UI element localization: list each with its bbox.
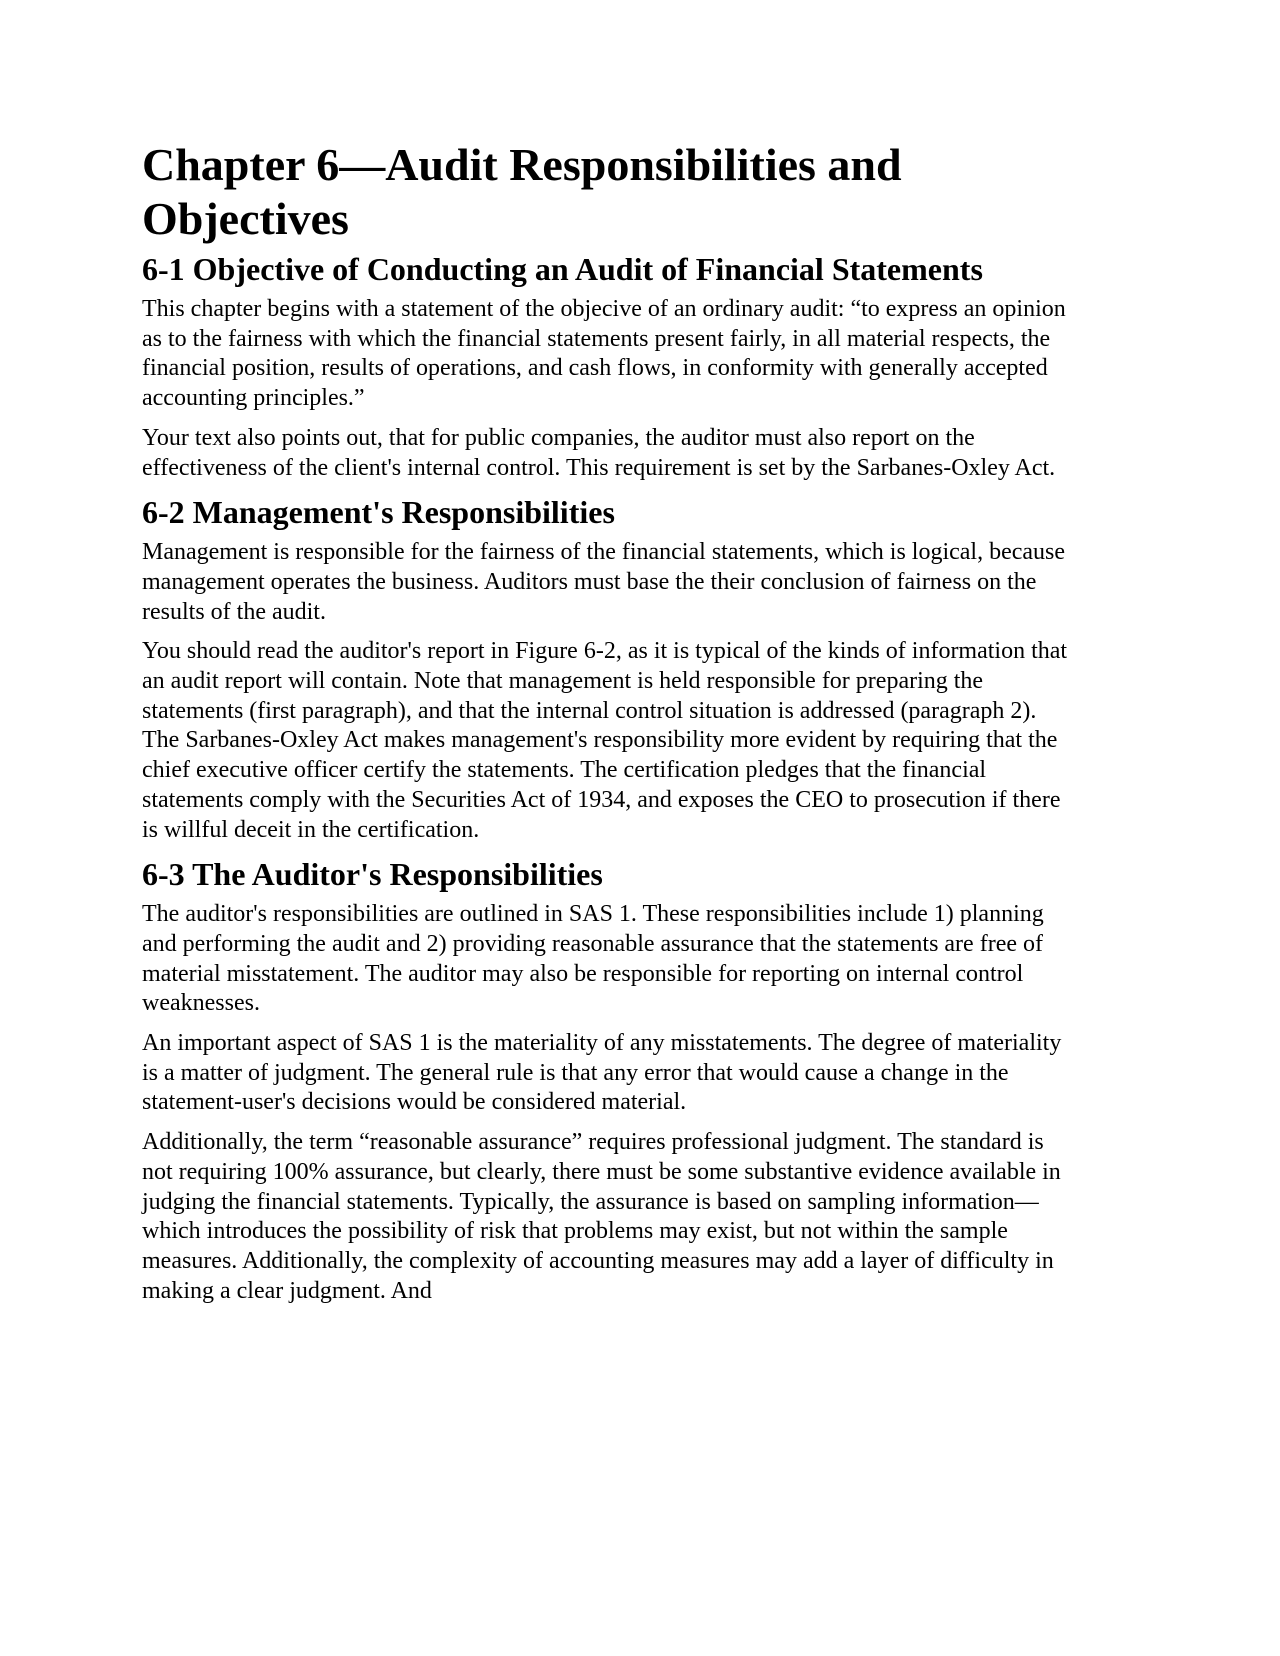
paragraph: An important aspect of SAS 1 is the materiality of any misstatements. The degree of materiality is a matter of judgment. The general rule is that any error that would cause a change in the statement-user's decisions would be considered material.	[142, 1030, 1062, 1116]
section-heading: 6-1 Objective of Conducting an Audit of Financial Statements	[142, 251, 983, 287]
paragraph: You should read the auditor's report in Figure 6-2, as it is typical of the kinds of information that an audit report will contain. Note that management is held responsible for preparing the statements (first paragraph), and that the internal control situation is addressed (paragraph 2). The Sarbanes-Oxley Act makes management's responsibility more evident by requiring that the chief executive officer certify the statements. The certification pledges that the financial statements comply with the Securities Act of 1934, and exposes the CEO to prosecution if there is willful deceit in the certification.	[142, 638, 1068, 843]
chapter-title: Chapter 6—Audit Responsibilities and Objectives	[142, 139, 902, 244]
paragraph: Additionally, the term “reasonable assurance” requires professional judgment. The standard is not requiring 100% assurance, but clearly, there must be some substantive evidence available in judging the financial statements. Typically, the assurance is based on sampling information—which introduces the possibility of risk that problems may exist, but not within the sample measures. Additionally, the complexity of accounting measures may add a layer of difficulty in making a clear judgment. And	[142, 1129, 1061, 1304]
paragraph: Management is responsible for the fairness of the financial statements, which is logical, because management operates the business. Auditors must base the their conclusion of fairness on the results of the audit.	[142, 539, 1066, 625]
document-page	[142, 138, 1072, 1316]
paragraph: The auditor's responsibilities are outlined in SAS 1. These responsibilities include 1) planning and performing the audit and 2) providing reasonable assurance that the statements are free of material misstatement. The auditor may also be responsible for reporting on internal control weaknesses.	[142, 901, 1044, 1017]
section-6-1	[142, 250, 1072, 483]
section-heading: 6-3 The Auditor's Responsibilities	[142, 856, 603, 893]
paragraph: Your text also points out, that for public companies, the auditor must also report on the effectiveness of the client's internal control. This requirement is set by the Sarbanes-Oxley Act.	[142, 424, 1056, 481]
section-6-2	[142, 493, 1072, 845]
paragraph: This chapter begins with a statement of the objecive of an ordinary audit: “to express an opinion as to the fairness with which the financial statements present fairly, in all material respects, the financial position, results of operations, and cash flows, in conformity with generally accepted accounting principles.”	[142, 296, 1066, 412]
section-heading: 6-2 Management's Responsibilities	[142, 494, 615, 531]
section-6-3	[142, 855, 1072, 1306]
